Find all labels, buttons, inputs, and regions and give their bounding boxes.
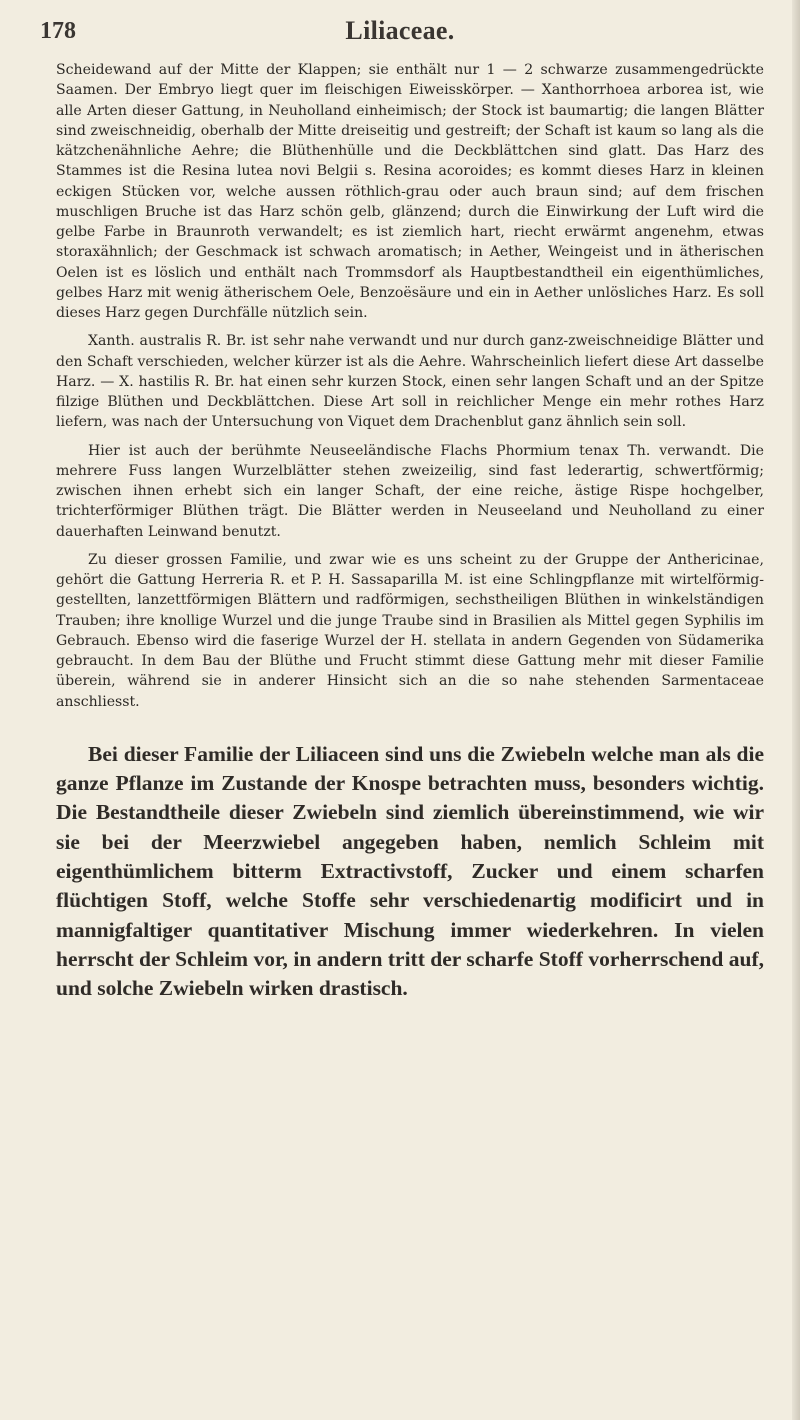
page-header (40, 10, 760, 50)
running-head: Liliaceae. (345, 16, 455, 45)
page-edge-shadow (792, 0, 800, 1420)
page-number: 178 (40, 18, 76, 44)
paragraph-herreria: Zu dieser grossen Familie, und zwar wie es uns scheint zu der Gruppe der Anthericinae, gehört die Gattung Herreria R. et P. H. Sassaparilla M. ist eine Schlingpflanze mit wirtelförmig-gestellten, lanzettförmigen Blättern und radförmigen, sechstheiligen Blüthen in winkelständigen Trauben; ihre knollige Wurzel und die junge Traube sind in Brasilien als Mittel gegen Syphilis im Gebrauch. Ebenso wird die faserige Wurzel der H. stellata in andern Gegenden von Südamerika gebraucht. In dem Bau der Blüthe und Frucht stimmt diese Gattung mehr mit dieser Familie überein, während sie in anderer Hinsicht sich an die so nahe stehenden Sarmentaceae anschliesst. (56, 551, 764, 710)
page-body (56, 60, 764, 1003)
paragraph-xanthorrhoea-arborea: Scheidewand auf der Mitte der Klappen; sie enthält nur 1 — 2 schwarze zusammengedrückte Saamen. Der Embryo liegt quer im fleischigen Eiweisskörper. — Xanthorrhoea arborea ist, wie alle Arten dieser Gattung, in Neuholland einheimisch; der Stock ist baumartig; die langen Blätter sind zweischneidig, oberhalb der Mitte dreiseitig und gestreift; der Schaft ist kaum so lang als die kätzchenähnliche Aehre; die Blüthenhülle und die Deckblättchen sind glatt. Das Harz des Stammes ist die Resina lutea novi Belgii s. Resina acoroides; es kommt dieses Harz in kleinen eckigen Stücken vor, welche aussen röthlich-grau oder auch braun sind; auf dem frischen muschligen Bruche ist das Harz schön gelb, glänzend; durch die Einwirkung der Luft wird die gelbe Farbe in Braunroth verwandelt; es ist ziemlich hart, riecht erwärmt angenehm, etwas storaxähnlich; der Geschmack ist schwach aromatisch; in Aether, Weingeist und in ätherischen Oelen ist es löslich und enthält nach Trommsdorf als Hauptbestandtheil ein eigenthümliches, gelbes Harz mit wenig ätherischem Oele, Benzoësäure und ein in Aether unlösliches Harz. Es soll dieses Harz gegen Durchfälle nützlich sein. (56, 62, 764, 321)
paragraph-xanthorrhoea-australis: Xanth. australis R. Br. ist sehr nahe verwandt und nur durch ganz-zweischneidige Blätter und den Schaft verschieden, welcher kürzer ist als die Aehre. Wahrscheinlich liefert diese Art dasselbe Harz. — X. hastilis R. Br. hat einen sehr kurzen Stock, einen sehr langen Schaft und an der Spitze filzige Blüthen und Deckblättchen. Diese Art soll in reichlicher Menge ein mehr rothes Harz liefern, was nach der Untersuchung von Viquet dem Drachenblut ganz ähnlich sein soll. (56, 333, 764, 431)
paragraph-zwiebeln: Bei dieser Familie der Liliaceen sind uns die Zwiebeln welche man als die ganze Pflanze im Zustande der Knospe betrachten muss, besonders wichtig. Die Bestandtheile dieser Zwiebeln sind ziemlich übereinstimmend, wie wir sie bei der Meerzwiebel angegeben haben, nemlich Schleim mit eigenthümlichem bitterm Extractivstoff, Zucker und einem scharfen flüchtigen Stoff, welche Stoffe sehr verschiedenartig modificirt und in mannigfaltiger quantitativer Mischung immer wiederkehren. In vielen herrscht der Schleim vor, in andern tritt der scharfe Stoff vorherrschend auf, und solche Zwiebeln wirken drastisch. (56, 741, 764, 1001)
paragraph-phormium-tenax: Hier ist auch der berühmte Neuseeländische Flachs Phormium tenax Th. verwandt. Die mehrere Fuss langen Wurzelblätter stehen zweizeilig, sind fast lederartig, schwertförmig; zwischen ihnen erhebt sich ein langer Schaft, der eine reiche, ästige Rispe hochgelber, trichterförmiger Blüthen trägt. Die Blätter werden in Neuseeland und Neuholland zu einer dauerhaften Leinwand benutzt. (56, 442, 764, 540)
